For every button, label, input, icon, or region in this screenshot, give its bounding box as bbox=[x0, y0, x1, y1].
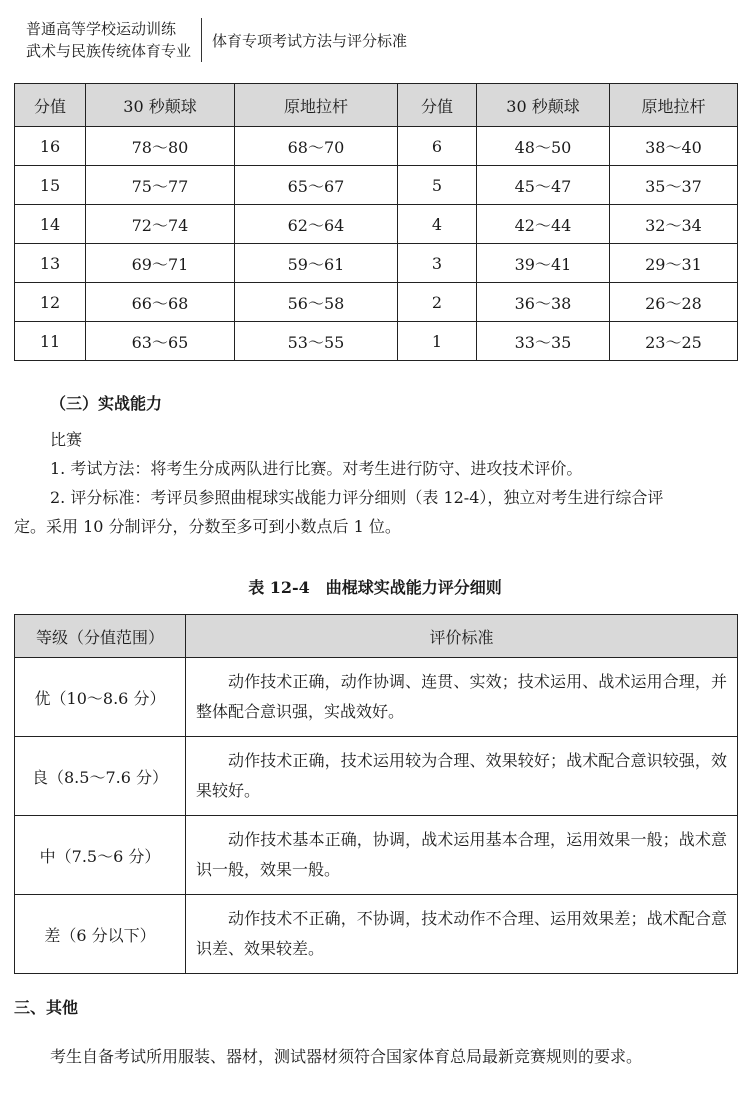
scoring-standard-line-1: 2. 评分标准：考评员参照曲棍球实战能力评分细则（表 12-4），独立对考生进行综合评 bbox=[50, 488, 664, 507]
table-cell: 14 bbox=[15, 205, 86, 244]
table-cell: 72～74 bbox=[86, 205, 235, 244]
table-cell: 62～64 bbox=[235, 205, 398, 244]
col-header: 30 秒颠球 bbox=[477, 84, 610, 127]
col-header: 原地拉杆 bbox=[610, 84, 738, 127]
table-row bbox=[15, 127, 738, 166]
table-cell: 69～71 bbox=[86, 244, 235, 283]
table-cell: 65～67 bbox=[235, 166, 398, 205]
table-cell: 56～58 bbox=[235, 283, 398, 322]
table-cell: 53～55 bbox=[235, 322, 398, 361]
other-requirements-text: 考生自备考试所用服装、器材，测试器材须符合国家体育总局最新竞赛规则的要求。 bbox=[50, 1047, 643, 1066]
table-cell: 26～28 bbox=[610, 283, 738, 322]
table-cell: 29～31 bbox=[610, 244, 738, 283]
section-heading-combat: （三）实战能力 bbox=[50, 394, 163, 413]
criteria-cell bbox=[186, 816, 738, 895]
table-caption: 表 12-4 曲棍球实战能力评分细则 bbox=[248, 578, 502, 597]
table-cell: 63～65 bbox=[86, 322, 235, 361]
criteria-text: 动作技术基本正确，协调，战术运用基本合理，运用效果一般；战术意识一般，效果一般。 bbox=[196, 830, 727, 879]
col-header: 分值 bbox=[15, 84, 86, 127]
header-line-1: 普通高等学校运动训练 bbox=[26, 20, 177, 38]
table-cell: 36～38 bbox=[477, 283, 610, 322]
table-cell: 15 bbox=[15, 166, 86, 205]
criteria-text: 动作技术不正确，不协调，技术动作不合理、运用效果差；战术配合意识差、效果较差。 bbox=[196, 909, 727, 958]
table-cell: 78～80 bbox=[86, 127, 235, 166]
col-header: 分值 bbox=[398, 84, 477, 127]
table-cell: 66～68 bbox=[86, 283, 235, 322]
evaluation-table-header bbox=[15, 615, 738, 658]
table-cell: 32～34 bbox=[610, 205, 738, 244]
table-cell: 75～77 bbox=[86, 166, 235, 205]
grade-cell: 优（10～8.6 分） bbox=[15, 658, 186, 737]
table-cell: 38～40 bbox=[610, 127, 738, 166]
table-row bbox=[15, 166, 738, 205]
header-book-title bbox=[26, 18, 202, 62]
table-cell: 11 bbox=[15, 322, 86, 361]
exam-method-text: 1. 考试方法：将考生分成两队进行比赛。对考生进行防守、进攻技术评价。 bbox=[50, 459, 583, 478]
grade-cell: 良（8.5～7.6 分） bbox=[15, 737, 186, 816]
table-row bbox=[15, 205, 738, 244]
table-cell: 1 bbox=[398, 322, 477, 361]
criteria-cell bbox=[186, 895, 738, 974]
table-cell: 45～47 bbox=[477, 166, 610, 205]
table-row bbox=[15, 658, 738, 737]
score-table bbox=[14, 83, 738, 361]
table-cell: 48～50 bbox=[477, 127, 610, 166]
criteria-text: 动作技术正确，动作协调、连贯、实效；技术运用、战术运用合理，并整体配合意识强，实战效好。 bbox=[196, 672, 727, 721]
table-cell: 4 bbox=[398, 205, 477, 244]
col-header: 原地拉杆 bbox=[235, 84, 398, 127]
table-cell: 42～44 bbox=[477, 205, 610, 244]
section-heading-other: 三、其他 bbox=[14, 998, 79, 1017]
score-table-header bbox=[15, 84, 738, 127]
criteria-cell bbox=[186, 658, 738, 737]
criteria-cell bbox=[186, 737, 738, 816]
table-cell: 23～25 bbox=[610, 322, 738, 361]
table-cell: 3 bbox=[398, 244, 477, 283]
col-header-criteria: 评价标准 bbox=[186, 615, 738, 658]
table-cell: 5 bbox=[398, 166, 477, 205]
table-cell: 35～37 bbox=[610, 166, 738, 205]
col-header-grade: 等级（分值范围） bbox=[15, 615, 186, 658]
header-line-2: 武术与民族传统体育专业 bbox=[26, 42, 192, 60]
table-cell: 16 bbox=[15, 127, 86, 166]
table-row bbox=[15, 895, 738, 974]
table-cell: 68～70 bbox=[235, 127, 398, 166]
running-header bbox=[26, 16, 407, 64]
table-cell: 59～61 bbox=[235, 244, 398, 283]
table-cell: 2 bbox=[398, 283, 477, 322]
sub-heading-match: 比赛 bbox=[50, 430, 83, 449]
table-cell: 33～35 bbox=[477, 322, 610, 361]
table-cell: 6 bbox=[398, 127, 477, 166]
table-cell: 13 bbox=[15, 244, 86, 283]
table-row bbox=[15, 322, 738, 361]
grade-cell: 差（6 分以下） bbox=[15, 895, 186, 974]
evaluation-table bbox=[14, 614, 738, 974]
grade-cell: 中（7.5～6 分） bbox=[15, 816, 186, 895]
table-row bbox=[15, 244, 738, 283]
table-row bbox=[15, 283, 738, 322]
header-chapter-title: 体育专项考试方法与评分标准 bbox=[212, 31, 408, 50]
criteria-text: 动作技术正确，技术运用较为合理、效果较好；战术配合意识较强，效果较好。 bbox=[196, 751, 727, 800]
col-header: 30 秒颠球 bbox=[86, 84, 235, 127]
table-cell: 39～41 bbox=[477, 244, 610, 283]
table-cell: 12 bbox=[15, 283, 86, 322]
table-row bbox=[15, 816, 738, 895]
table-row bbox=[15, 737, 738, 816]
scoring-standard-line-2: 定。采用 10 分制评分，分数至多可到小数点后 1 位。 bbox=[14, 517, 401, 536]
